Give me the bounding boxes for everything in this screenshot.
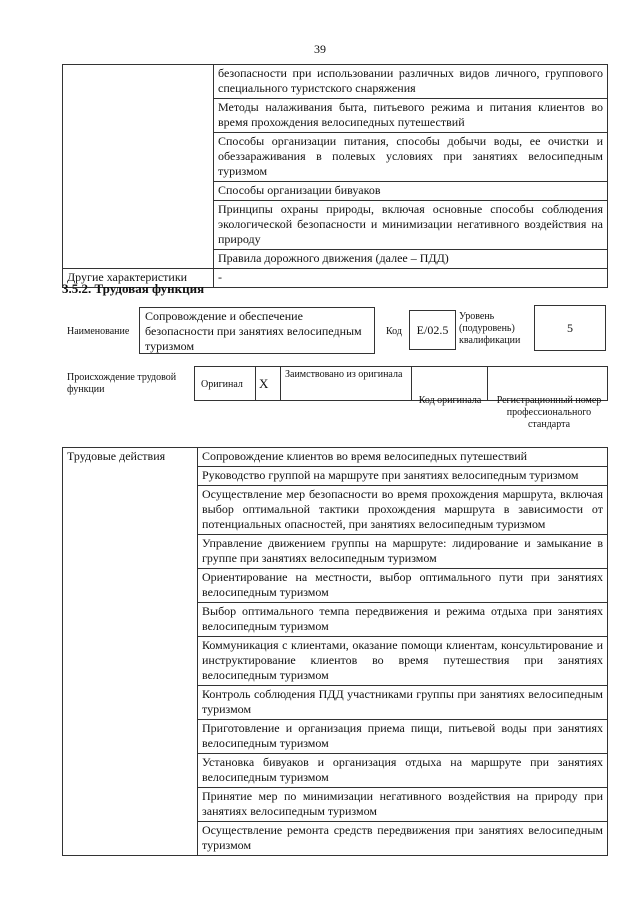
actions-label: Трудовые действия	[63, 448, 198, 856]
borrowed-label: Заимствовано из оригинала	[285, 369, 403, 380]
knowledge-label-cell	[63, 65, 214, 269]
knowledge-item: Способы организации бивуаков	[214, 182, 608, 201]
knowledge-item: безопасности при использовании различных видов личного, группового специального туристского снаряжения	[214, 65, 608, 99]
action-item: Сопровождение клиентов во время велосипедных путешествий	[198, 448, 608, 467]
action-item: Руководство группой на маршруте при занятиях велосипедным туризмом	[198, 467, 608, 486]
page-number: 39	[314, 42, 326, 56]
action-item: Осуществление мер безопасности во время прохождения маршрута, включая выбор оптимальной тактики прохождения маршрута в зависимости от потенциальных опасностей, при занятиях велосипедным туризмом	[198, 486, 608, 535]
code-original-label: Код оригинала	[418, 395, 482, 406]
action-item: Ориентирование на местности, выбор оптимального пути при занятиях велосипедным туризмом	[198, 569, 608, 603]
code-label: Код	[386, 326, 402, 337]
action-item: Осуществление ремонта средств передвижения при занятиях велосипедным туризмом	[198, 822, 608, 856]
knowledge-item: Принципы охраны природы, включая основные способы соблюдения экологической безопасности и минимизации негативного воздействия на природу	[214, 201, 608, 250]
origin-divider	[411, 367, 412, 400]
knowledge-item: Способы организации питания, способы добычи воды, ее очистки и обеззараживания в полевых условиях при занятиях велосипедным туризмом	[214, 133, 608, 182]
reg-number-label: Регистрационный номер профессионального стандарта	[496, 395, 602, 430]
action-item: Контроль соблюдения ПДД участниками группы при занятиях велосипедным туризмом	[198, 686, 608, 720]
function-code-box: E/02.5	[409, 310, 456, 350]
action-item: Принятие мер по минимизации негативного воздействия на природу при занятиях велосипедным туризмом	[198, 788, 608, 822]
actions-table	[62, 447, 608, 856]
action-item: Управление движением группы на маршруте: лидирование и замыкание в группе при занятиях велосипедным туризмом	[198, 535, 608, 569]
level-value-box: 5	[534, 305, 606, 351]
action-item: Коммуникация с клиентами, оказание помощи клиентам, консультирование и инструктирование клиентов во время путешествия при занятиях велосипедным туризмом	[198, 637, 608, 686]
origin-label: Происхождение трудовой функции	[67, 372, 177, 395]
origin-divider	[255, 367, 256, 400]
original-mark: X	[259, 376, 269, 391]
knowledge-item: Методы налаживания быта, питьевого режима и питания клиентов во время прохождения велосипедных путешествий	[214, 99, 608, 133]
other-characteristics-label: Другие характеристики	[63, 269, 214, 288]
original-label: Оригинал	[201, 379, 243, 390]
level-label: Уровень (подуровень) квалификации	[459, 311, 521, 346]
knowledge-table	[62, 64, 608, 288]
action-item: Установка бивуаков и организация отдыха на маршруте при занятиях велосипедным туризмом	[198, 754, 608, 788]
name-label: Наименование	[67, 326, 130, 337]
action-item: Приготовление и организация приема пищи, питьевой воды при занятиях велосипедным туризмом	[198, 720, 608, 754]
action-item: Выбор оптимального темпа передвижения и режима отдыха при занятиях велосипедным туризмом	[198, 603, 608, 637]
other-characteristics-value: -	[214, 269, 608, 288]
function-name-box: Сопровождение и обеспечение безопасности при занятиях велосипедным туризмом	[139, 307, 375, 354]
knowledge-item: Правила дорожного движения (далее – ПДД)	[214, 250, 608, 269]
section-title: 3.5.2. Трудовая функция	[62, 281, 205, 296]
origin-divider	[280, 367, 281, 400]
